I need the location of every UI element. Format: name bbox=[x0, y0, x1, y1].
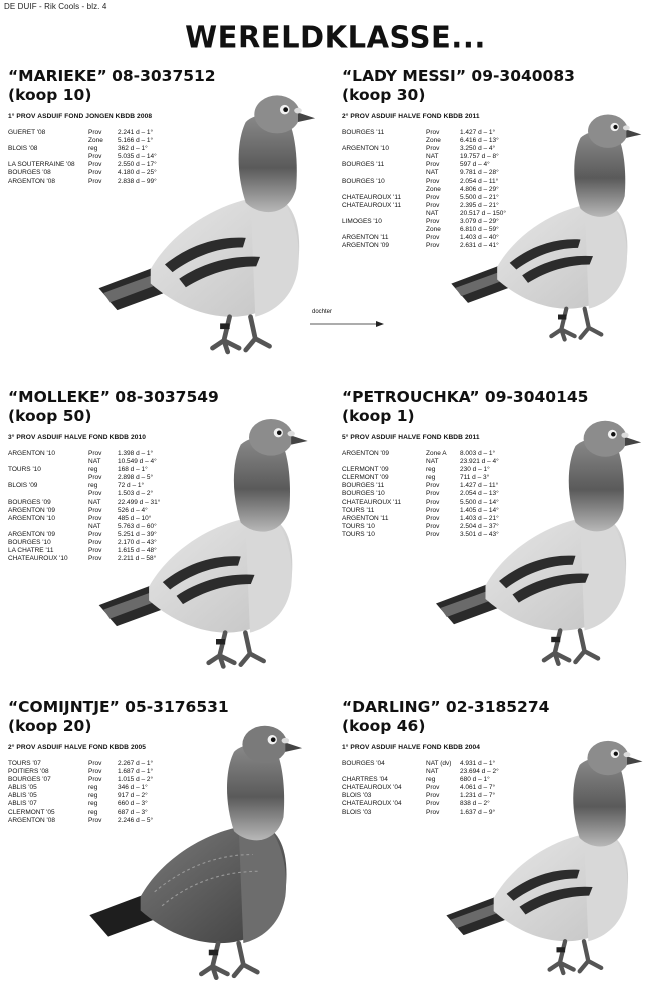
race-location: CHATEAUROUX '11 bbox=[342, 193, 402, 201]
race-category: Prov bbox=[426, 177, 440, 185]
race-category: Prov bbox=[426, 784, 440, 792]
race-category: Prov bbox=[426, 506, 440, 514]
race-result: 2.054 d – 13° bbox=[460, 490, 499, 498]
race-result: 2.504 d – 37° bbox=[460, 522, 499, 530]
race-location: BOURGES '10 bbox=[8, 539, 51, 547]
race-category: Zone bbox=[426, 185, 441, 193]
race-location: ABLIS '05 bbox=[8, 792, 37, 800]
race-location: LIMOGES '10 bbox=[342, 218, 382, 226]
race-result: 3.250 d – 4° bbox=[460, 145, 496, 153]
race-category: Prov bbox=[426, 530, 440, 538]
bird-lot: (koop 30) bbox=[342, 86, 426, 104]
bird-title: 5° PROV ASDUIF HALVE FOND KBDB 2011 bbox=[342, 434, 480, 441]
race-location: BOURGES '10 bbox=[342, 177, 385, 185]
race-location: CLERMONT '09 bbox=[342, 466, 389, 474]
bird-name: “COMIJNTJE” 05-3176531 bbox=[8, 698, 229, 716]
race-location: BOURGES '08 bbox=[8, 169, 51, 177]
race-category: Prov bbox=[88, 547, 102, 555]
race-result: 838 d – 2° bbox=[460, 800, 490, 808]
race-category: Zone A bbox=[426, 450, 447, 457]
race-location: BLOIS '03 bbox=[342, 792, 372, 800]
race-location: BOURGES '11 bbox=[342, 129, 385, 136]
race-location: BOURGES '07 bbox=[8, 776, 51, 784]
race-location: CHATEAUROUX '11 bbox=[342, 201, 402, 209]
race-result: 4.806 d – 29° bbox=[460, 185, 499, 193]
race-result: 660 d – 3° bbox=[118, 800, 148, 808]
race-category: Prov bbox=[88, 555, 102, 563]
race-result: 5.763 d – 60° bbox=[118, 522, 157, 530]
race-category: reg bbox=[426, 474, 436, 482]
race-result: 1.687 d – 1° bbox=[118, 768, 154, 776]
bird-name: “MOLLEKE” 08-3037549 bbox=[8, 388, 219, 406]
race-location: LA SOUTERRAINE '08 bbox=[8, 161, 75, 169]
daughter-label: dochter bbox=[312, 309, 333, 315]
race-category: Prov bbox=[88, 539, 102, 547]
race-result: 6.416 d – 13° bbox=[460, 137, 499, 145]
race-location: CHARTRES '04 bbox=[342, 776, 388, 784]
race-result: 230 d – 1° bbox=[460, 466, 490, 474]
race-category: NAT bbox=[426, 169, 439, 177]
race-category: Prov bbox=[88, 450, 102, 457]
bird-lot: (koop 50) bbox=[8, 407, 92, 425]
race-result: 4.180 d – 25° bbox=[118, 169, 157, 177]
race-result: 917 d – 2° bbox=[118, 792, 148, 800]
race-category: reg bbox=[426, 466, 436, 474]
race-location: BOURGES '04 bbox=[342, 760, 385, 767]
pigeon-photo-lady-messi bbox=[418, 92, 668, 367]
race-location: TOURS '07 bbox=[8, 760, 41, 767]
race-category: reg bbox=[88, 466, 98, 474]
race-category: Zone bbox=[426, 226, 441, 234]
race-location: CLERMONT '09 bbox=[342, 474, 389, 482]
race-result: 1.403 d – 40° bbox=[460, 234, 499, 242]
race-result: 72 d – 1° bbox=[118, 482, 145, 490]
race-result: 168 d – 1° bbox=[118, 466, 148, 474]
race-category: Prov bbox=[426, 145, 440, 153]
race-category: Prov bbox=[426, 482, 440, 490]
race-location: ARGENTON '09 bbox=[342, 242, 389, 250]
race-result: 19.757 d – 8° bbox=[460, 153, 499, 161]
race-category: Prov bbox=[426, 218, 440, 226]
bird-name: “DARLING” 02-3185274 bbox=[342, 698, 550, 716]
bird-title: 3° PROV ASDUIF HALVE FOND KBDB 2010 bbox=[8, 434, 147, 441]
race-result: 5.500 d – 21° bbox=[460, 193, 499, 201]
race-result: 1.403 d – 21° bbox=[460, 514, 499, 522]
race-category: Prov bbox=[426, 234, 440, 242]
race-category: Prov bbox=[88, 506, 102, 514]
race-category: Prov bbox=[426, 514, 440, 522]
race-category: Prov bbox=[426, 792, 440, 800]
race-result: 1.427 d – 11° bbox=[460, 482, 499, 490]
race-result: 2.838 d – 99° bbox=[118, 177, 157, 185]
race-category: NAT (dv) bbox=[426, 760, 452, 767]
race-category: NAT bbox=[426, 458, 439, 466]
race-location: ABLIS '07 bbox=[8, 800, 37, 808]
race-result: 1.637 d – 9° bbox=[460, 808, 496, 816]
race-result: 6.810 d – 59° bbox=[460, 226, 499, 234]
bird-name: “LADY MESSI” 09-3040083 bbox=[342, 67, 575, 85]
race-result: 20.517 d – 150° bbox=[460, 209, 506, 217]
race-location: BOURGES '11 bbox=[342, 161, 385, 169]
race-location: TOURS '10 bbox=[342, 530, 375, 538]
race-location: TOURS '11 bbox=[342, 506, 375, 514]
race-result: 2.898 d – 5° bbox=[118, 474, 154, 482]
race-result: 526 d – 4° bbox=[118, 506, 148, 514]
race-category: reg bbox=[88, 800, 98, 808]
race-result: 485 d – 10° bbox=[118, 514, 152, 522]
bird-lot: (koop 20) bbox=[8, 717, 92, 735]
race-category: Zone bbox=[426, 137, 441, 145]
race-result: 1.231 d – 7° bbox=[460, 792, 496, 800]
race-location: ARGENTON '11 bbox=[342, 514, 389, 522]
bird-lot: (koop 10) bbox=[8, 86, 92, 104]
bird-lot: (koop 46) bbox=[342, 717, 426, 735]
race-category: Prov bbox=[88, 768, 102, 776]
race-category: NAT bbox=[88, 458, 101, 466]
race-result: 362 d – 1° bbox=[118, 145, 148, 153]
race-location: ARGENTON '09 bbox=[8, 530, 55, 538]
race-category: NAT bbox=[426, 209, 439, 217]
race-category: NAT bbox=[426, 768, 439, 776]
race-result: 4.931 d – 1° bbox=[460, 760, 496, 767]
race-category: Prov bbox=[426, 201, 440, 209]
race-category: Prov bbox=[88, 776, 102, 784]
race-result: 1.398 d – 1° bbox=[118, 450, 154, 457]
pigeon-photo-darling bbox=[412, 722, 670, 997]
race-location: BLOIS '03 bbox=[342, 808, 372, 816]
bird-name: “PETROUCHKA” 09-3040145 bbox=[342, 388, 589, 406]
race-result: 3.079 d – 29° bbox=[460, 218, 499, 226]
race-location: ARGENTON '10 bbox=[342, 145, 389, 153]
race-category: Prov bbox=[88, 530, 102, 538]
race-category: reg bbox=[88, 808, 98, 816]
race-location: ARGENTON '11 bbox=[342, 234, 389, 242]
race-result: 22.499 d – 31° bbox=[118, 498, 161, 506]
race-category: NAT bbox=[88, 498, 101, 506]
race-category: Prov bbox=[426, 129, 440, 136]
race-category: Prov bbox=[88, 153, 102, 161]
race-location: ARGENTON '09 bbox=[8, 506, 55, 514]
race-category: Zone bbox=[88, 137, 103, 145]
race-location: ARGENTON '10 bbox=[8, 450, 55, 457]
race-location: BLOIS '08 bbox=[8, 145, 38, 153]
race-result: 597 d – 4° bbox=[460, 161, 490, 169]
bird-title: 2° PROV ASDUIF HALVE FOND KBDB 2011 bbox=[342, 113, 480, 120]
race-location: LA CHATRE '11 bbox=[8, 547, 54, 555]
arrow-right-icon bbox=[310, 320, 385, 328]
pigeon-photo-petrouchka bbox=[400, 400, 670, 690]
race-result: 711 d – 3° bbox=[460, 474, 490, 482]
race-category: reg bbox=[88, 145, 98, 153]
race-location: CHATEAUROUX '10 bbox=[8, 555, 68, 563]
race-result: 1.615 d – 48° bbox=[118, 547, 157, 555]
page-header: DE DUIF - Rik Cools - blz. 4 bbox=[4, 2, 107, 11]
race-result: 2.241 d – 1° bbox=[118, 129, 154, 136]
race-category: Prov bbox=[88, 129, 102, 136]
race-category: Prov bbox=[88, 161, 102, 169]
bird-title: 1° PROV ASDUIF FOND JONGEN KBDB 2008 bbox=[8, 113, 153, 120]
race-result: 2.631 d – 41° bbox=[460, 242, 499, 250]
race-category: Prov bbox=[426, 490, 440, 498]
bird-title: 2° PROV ASDUIF HALVE FOND KBDB 2005 bbox=[8, 744, 147, 751]
race-location: POITIERS '08 bbox=[8, 768, 49, 776]
race-location: ARGENTON '08 bbox=[8, 816, 55, 824]
race-category: Prov bbox=[426, 498, 440, 506]
race-result: 5.500 d – 14° bbox=[460, 498, 499, 506]
race-category: Prov bbox=[88, 177, 102, 185]
bird-name: “MARIEKE” 08-3037512 bbox=[8, 67, 216, 85]
page-title: WERELDKLASSE... bbox=[185, 19, 486, 55]
race-location: CHATEAUROUX '04 bbox=[342, 784, 402, 792]
race-category: reg bbox=[88, 792, 98, 800]
race-result: 1.015 d – 2° bbox=[118, 776, 154, 784]
race-category: Prov bbox=[426, 242, 440, 250]
race-category: Prov bbox=[426, 161, 440, 169]
race-category: reg bbox=[88, 482, 98, 490]
bird-lot: (koop 1) bbox=[342, 407, 415, 425]
race-location: BLOIS '09 bbox=[8, 482, 38, 490]
race-result: 2.267 d – 1° bbox=[118, 760, 154, 767]
race-location: TOURS '10 bbox=[342, 522, 375, 530]
race-location: BOURGES '11 bbox=[342, 482, 385, 490]
race-location: ARGENTON '09 bbox=[342, 450, 389, 457]
pigeon-photo-marieke bbox=[58, 84, 348, 369]
race-result: 1.503 d – 2° bbox=[118, 490, 154, 498]
race-result: 346 d – 1° bbox=[118, 784, 148, 792]
race-category: Prov bbox=[88, 514, 102, 522]
pigeon-photo-molleke bbox=[62, 398, 337, 693]
race-result: 2.170 d – 43° bbox=[118, 539, 157, 547]
race-location: CLERMONT '05 bbox=[8, 808, 55, 816]
race-result: 1.427 d – 1° bbox=[460, 129, 496, 136]
race-location: GUERET '08 bbox=[8, 129, 46, 136]
race-result: 1.405 d – 14° bbox=[460, 506, 499, 514]
race-category: reg bbox=[88, 784, 98, 792]
race-location: ARGENTON '10 bbox=[8, 514, 55, 522]
race-category: NAT bbox=[426, 153, 439, 161]
race-category: Prov bbox=[88, 169, 102, 177]
race-category: reg bbox=[426, 776, 436, 784]
race-category: NAT bbox=[88, 522, 101, 530]
race-result: 5.035 d – 14° bbox=[118, 153, 157, 161]
race-location: TOURS '10 bbox=[8, 466, 41, 474]
race-location: CHATEAUROUX '04 bbox=[342, 800, 402, 808]
race-result: 23.921 d – 4° bbox=[460, 458, 499, 466]
race-location: BOURGES '09 bbox=[8, 498, 51, 506]
bird-title: 1° PROV ASDUIF HALVE FOND KBDB 2004 bbox=[342, 744, 481, 751]
race-category: Prov bbox=[426, 522, 440, 530]
race-result: 10.549 d – 4° bbox=[118, 458, 157, 466]
daughter-arrow bbox=[310, 309, 385, 333]
race-result: 680 d – 1° bbox=[460, 776, 490, 784]
race-result: 5.251 d – 39° bbox=[118, 530, 157, 538]
race-category: Prov bbox=[88, 490, 102, 498]
race-location: BOURGES '10 bbox=[342, 490, 385, 498]
race-category: Prov bbox=[88, 760, 102, 767]
race-category: Prov bbox=[426, 800, 440, 808]
race-result: 4.061 d – 7° bbox=[460, 784, 496, 792]
race-location: CHATEAUROUX '11 bbox=[342, 498, 402, 506]
race-result: 2.550 d – 17° bbox=[118, 161, 157, 169]
race-result: 5.166 d – 1° bbox=[118, 137, 154, 145]
race-result: 2.211 d – 58° bbox=[118, 555, 157, 563]
race-location: ARGENTON '08 bbox=[8, 177, 55, 185]
race-location: ABLIS '05 bbox=[8, 784, 37, 792]
race-result: 8.003 d – 1° bbox=[460, 450, 496, 457]
race-category: Prov bbox=[426, 193, 440, 201]
race-result: 3.501 d – 43° bbox=[460, 530, 499, 538]
pigeon-photo-comijntje bbox=[52, 712, 332, 997]
race-result: 687 d – 3° bbox=[118, 808, 148, 816]
race-result: 2.395 d – 21° bbox=[460, 201, 499, 209]
race-result: 2.246 d – 5° bbox=[118, 816, 154, 824]
race-category: Prov bbox=[426, 808, 440, 816]
race-category: Prov bbox=[88, 474, 102, 482]
race-result: 23.694 d – 2° bbox=[460, 768, 499, 776]
race-result: 9.781 d – 28° bbox=[460, 169, 499, 177]
race-category: Prov bbox=[88, 816, 102, 824]
race-result: 2.054 d – 11° bbox=[460, 177, 499, 185]
